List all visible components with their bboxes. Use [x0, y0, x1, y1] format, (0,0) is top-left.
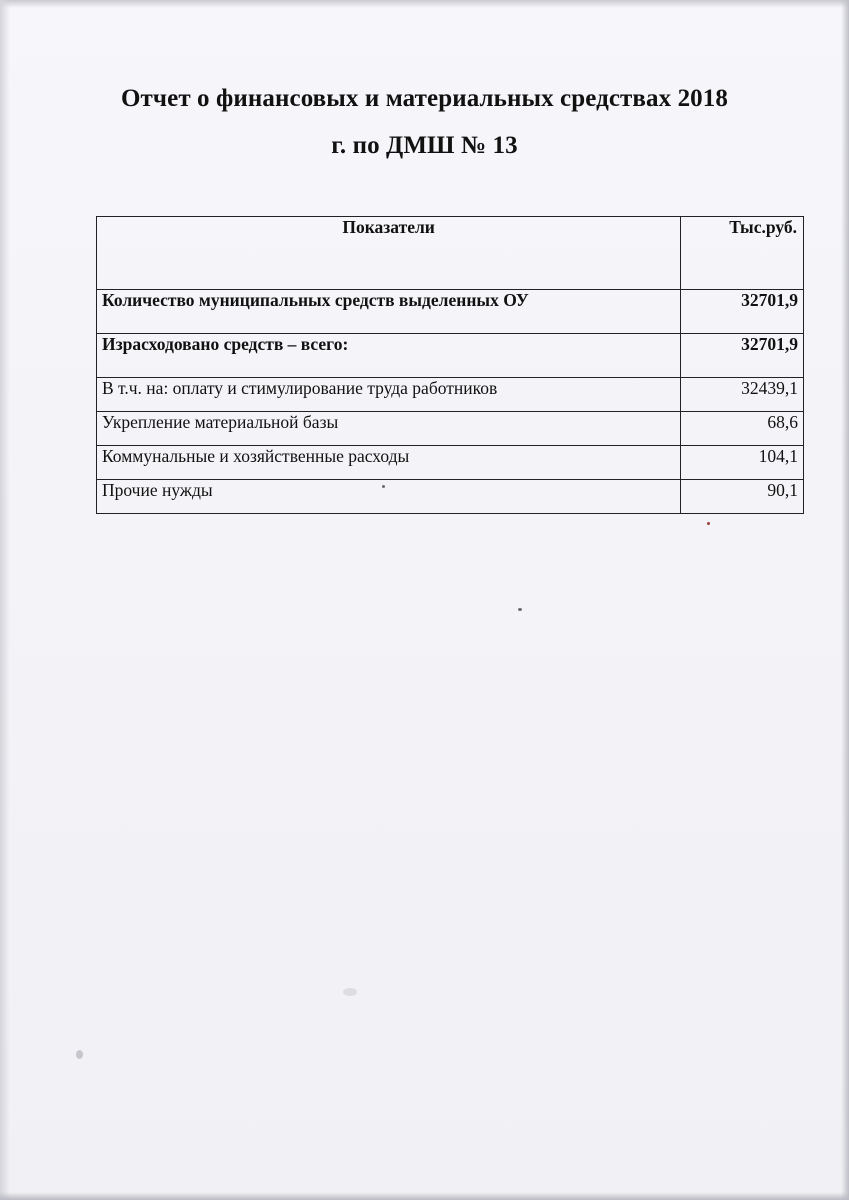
document-title: Отчет о финансовых и материальных средствах 2018	[121, 85, 728, 112]
row-label: Количество муниципальных средств выделенных ОУ	[97, 290, 681, 334]
row-value: 68,6	[681, 412, 804, 446]
row-value: 32701,9	[681, 334, 804, 378]
table-row	[97, 480, 804, 514]
scan-speck	[518, 608, 522, 611]
row-value: 32701,9	[681, 290, 804, 334]
scan-speck	[343, 988, 357, 996]
row-value: 90,1	[681, 480, 804, 514]
report-table	[96, 216, 804, 514]
table-header-row	[97, 217, 804, 290]
table-row	[97, 378, 804, 412]
table-row	[97, 334, 804, 378]
table-row	[97, 446, 804, 480]
row-value: 32439,1	[681, 378, 804, 412]
document-subtitle: г. по ДМШ № 13	[331, 132, 518, 159]
table-row	[97, 412, 804, 446]
scan-edge-left	[0, 0, 10, 1200]
scan-speck	[707, 522, 710, 525]
scan-edge-top	[0, 0, 849, 8]
row-value: 104,1	[681, 446, 804, 480]
scan-speck	[382, 485, 385, 488]
row-label: Прочие нужды	[97, 480, 681, 514]
scan-speck	[76, 1050, 83, 1059]
row-label: Израсходовано средств – всего:	[97, 334, 681, 378]
row-label: Укрепление материальной базы	[97, 412, 681, 446]
table-row	[97, 290, 804, 334]
header-value: Тыс.руб.	[681, 217, 804, 290]
scan-edge-bottom	[0, 1192, 849, 1200]
scan-edge-right	[841, 0, 849, 1200]
row-label: Коммунальные и хозяйственные расходы	[97, 446, 681, 480]
row-label: В т.ч. на: оплату и стимулирование труда работников	[97, 378, 681, 412]
header-indicator: Показатели	[97, 217, 681, 290]
